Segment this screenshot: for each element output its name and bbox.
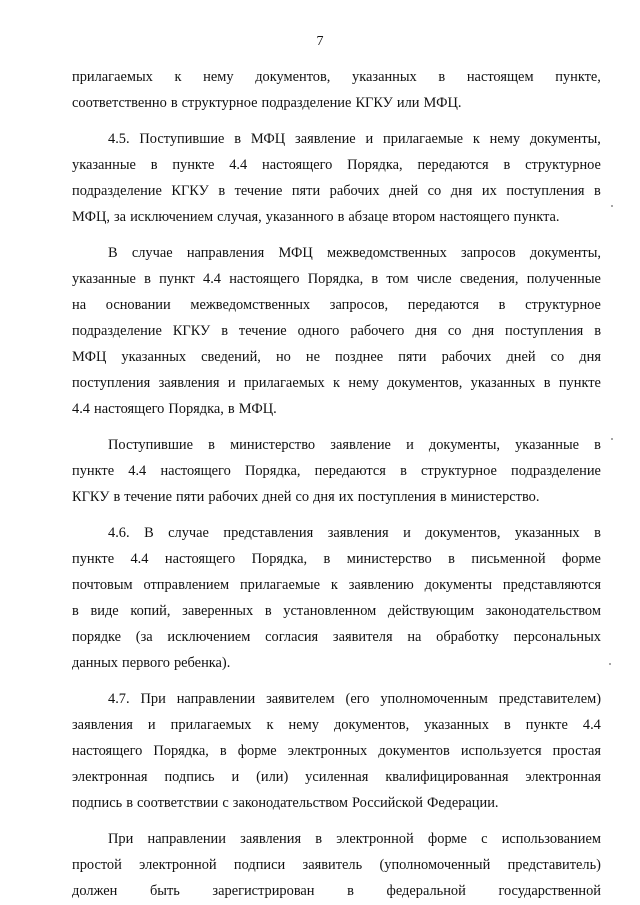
word: указанных [514,525,580,541]
word: заявлению [348,577,414,593]
word: указанных [424,717,489,733]
paragraph [72,64,601,116]
word: настоящего [262,157,333,173]
word: пяти [291,183,321,199]
word: и [227,375,236,391]
word: числе [416,271,452,287]
word: и [406,437,414,453]
word: 4.4 [130,551,149,567]
word: в [594,525,601,541]
word: в [503,157,511,173]
word: документов, [333,717,410,733]
word: в [503,717,511,733]
word: в [264,603,272,619]
word: уполномоченным [380,691,488,707]
word: дней [506,349,536,365]
text-line [72,712,601,738]
word: данных [72,655,118,671]
word: Поступившие [139,131,225,147]
word: сведения, [459,271,519,287]
word: в [543,375,551,391]
word: Порядка, [244,463,301,479]
word: со [295,489,310,505]
word: пункте [558,375,601,391]
word: 4.4 [203,271,221,287]
word: настоящего [439,209,510,225]
word: в [218,183,226,199]
word: используется [460,743,542,759]
word: дня [415,323,437,339]
word: подразделение [511,463,601,479]
paragraph [72,126,601,230]
word: согласия [265,629,319,645]
word: документы, [529,245,601,261]
word: в [347,883,354,899]
word: прилагаемых [72,69,153,85]
word: соответственно [72,95,167,111]
word: пункте [525,717,568,733]
word: подразделение [72,323,162,339]
text-line [72,292,601,318]
word: законодательством [485,603,601,619]
word: поступления [357,489,436,505]
word: усиленная [305,769,369,785]
page-number: 7 [316,34,324,49]
document-body [72,64,601,904]
paragraph [72,520,601,676]
word: прилагаемых [243,375,325,391]
word: запросов [460,245,516,261]
word: дней [262,489,292,505]
word: первого [122,655,170,671]
word: в [594,323,601,339]
text-line [72,458,601,484]
word: случая, [217,209,262,225]
word: простая [552,743,601,759]
word: документы, [428,437,500,453]
word: их [481,183,497,199]
word: сведений, [201,349,261,365]
word: (или) [256,769,289,785]
word: в [219,743,227,759]
word: заявления [327,525,389,541]
word: подразделение [72,183,162,199]
paragraph [72,826,601,904]
word: заявителя [332,629,393,645]
text-line [72,790,601,816]
word: дня [313,489,335,505]
word: в [438,69,446,85]
word: позднее [335,349,384,365]
word: указанные [515,437,579,453]
text-line [72,650,601,676]
word: не [305,349,320,365]
word: МФЦ, [72,209,110,225]
word: пункте, [555,69,601,85]
word: в [113,489,121,505]
word: электронной [139,857,217,873]
word: со [427,183,442,199]
word: запросов, [329,297,389,313]
text-line [72,484,601,510]
word: в [126,795,133,811]
word: течение [124,489,173,505]
word: к [472,131,480,147]
word: МФЦ [250,131,286,147]
word: структурное [181,95,258,111]
word: рабочих [329,183,380,199]
word: указанные [72,271,136,287]
text-line [72,396,601,422]
word: исключением [167,629,251,645]
word: быть [149,883,180,899]
word: в [150,157,158,173]
word: дня [579,349,601,365]
word: структурное [525,157,601,173]
text-line [72,738,601,764]
word: и [231,769,240,785]
word: рабочего [350,323,405,339]
word: течение [234,183,283,199]
word: КГКУ [172,323,211,339]
word: пяти [398,349,427,365]
word: настоящего [72,743,143,759]
word: направлении [176,691,256,707]
text-line [72,204,601,230]
word: указанных [121,349,187,365]
word: втором [392,209,436,225]
word: в [594,183,601,199]
word: исключением [130,209,214,225]
word: документов, [425,525,501,541]
text-line [72,344,601,370]
word: пункта. [513,209,560,225]
word: и [365,131,374,147]
word: за [114,209,127,225]
word: МФЦ. [423,95,462,111]
word: порядке [72,629,122,645]
word: структурное [525,297,601,313]
text-line [72,152,601,178]
word: нему [203,69,234,85]
paragraph [72,686,601,816]
word: форме [561,551,601,567]
word: заявитель [302,857,363,873]
word: передаются [407,297,479,313]
word: настоящего [164,551,236,567]
word: настоящего [160,463,231,479]
word: пункт [159,271,195,287]
word: на [72,297,87,313]
word: случае [168,525,209,541]
word: простой [72,857,122,873]
word: копий, [130,603,171,619]
word: межведомственных [327,245,447,261]
word: представитель) [507,857,601,873]
word: и [147,717,156,733]
word: в [315,831,323,847]
word: представляются [502,577,601,593]
word: указанных [470,375,536,391]
word: дня [472,323,495,339]
word: межведомственных [190,297,311,313]
word: пяти [176,489,205,505]
text-line [72,598,601,624]
word: но [275,349,291,365]
word: Порядка, [153,743,209,759]
text-line [72,370,601,396]
word: указанные [72,157,136,173]
word: в [170,95,178,111]
word: отправлением [143,577,230,593]
word: виде [90,603,119,619]
word: в [144,271,151,287]
word: заявление [330,437,391,453]
word: документы [424,577,493,593]
word: случае [131,245,173,261]
word: 4.4 [72,401,90,417]
word: МФЦ [278,245,313,261]
word: в [498,297,506,313]
word: поступления [505,323,584,339]
word: или [396,95,420,111]
word: полученные [526,271,601,287]
word: структурное [421,463,497,479]
word: в [400,463,407,479]
text-line [72,64,601,90]
word: со [550,349,565,365]
word: подпись [72,795,123,811]
word: представления [223,525,314,541]
word: Федерации. [426,795,499,811]
text-line [72,764,601,790]
word: подразделение [261,95,352,111]
word: прилагаемые [383,131,464,147]
word: в [234,131,242,147]
word: (за [135,629,153,645]
word: форме [427,831,467,847]
word: В [108,245,118,261]
word: направления [186,245,265,261]
word: передаются [314,463,386,479]
word: заявления [240,831,302,847]
word: Порядка, [168,401,224,417]
text-line [72,240,601,266]
word: прилагаемых [170,717,252,733]
word: нему [489,131,521,147]
word: персональных [513,629,601,645]
word: их [338,489,354,505]
word: подписи [233,857,286,873]
word: заявления [72,717,133,733]
word: документов, [255,69,331,85]
word: пункте [172,157,215,173]
word: почтовым [72,577,133,593]
word: в [448,551,455,567]
word: квалифицированная [385,769,509,785]
word: нему [348,375,379,391]
word: одного [297,323,340,339]
word: КГКУ [355,95,393,111]
word: государственной [498,883,601,899]
scan-speck [611,438,613,440]
word: документы, [529,131,601,147]
word: прилагаемые [239,577,320,593]
paragraph [72,240,601,422]
word: зарегистрирован [212,883,315,899]
word: 4.4 [128,463,147,479]
word: направлении [147,831,226,847]
word: электронной [336,831,414,847]
word: дней [389,183,419,199]
word: (уполномоченный [379,857,491,873]
word: Порядка, [347,157,403,173]
word: законодательством [232,795,348,811]
word: 4.6. [108,525,130,541]
word: 4.7. [108,691,130,707]
word: электронная [72,769,148,785]
word: использованием [501,831,601,847]
word: с [481,831,488,847]
text-line [72,266,601,292]
word: Поступившие [108,437,193,453]
word: рабочих [208,489,259,505]
word: ребенка). [173,655,231,671]
word: том [386,271,409,287]
word: в [227,401,235,417]
word: 4.4 [229,157,248,173]
scan-speck [611,205,613,207]
word: документов [378,743,450,759]
word: документов, [387,375,463,391]
word: Порядка, [307,271,364,287]
word: указанного [265,209,334,225]
word: заверенных [182,603,254,619]
text-line [72,432,601,458]
word: дня [450,183,473,199]
word: министерство. [450,489,540,505]
text-line [72,178,601,204]
word: в [594,437,601,453]
word: форме [237,743,277,759]
word: поступления [72,375,151,391]
word: При [140,691,166,707]
word: обработку [436,629,499,645]
word: к [330,577,338,593]
text-line [72,878,601,904]
word: КГКУ [72,489,110,505]
word: в [221,323,228,339]
word: в [337,209,345,225]
word: в [72,603,79,619]
word: КГКУ [171,183,209,199]
word: и [403,525,411,541]
text-line [72,520,601,546]
word: к [174,69,182,85]
word: рабочих [441,349,492,365]
word: МФЦ [72,349,107,365]
word: заявления [158,375,220,391]
word: абзаце [348,209,389,225]
word: в [371,271,379,287]
word: настоящем [466,69,534,85]
text-line [72,546,601,572]
word: течение [238,323,287,339]
word: письменной [471,551,546,567]
word: со [447,323,462,339]
word: на [407,629,422,645]
text-line [72,318,601,344]
word: пункте [72,463,115,479]
paragraph [72,432,601,510]
word: к [266,717,274,733]
word: указанных [352,69,417,85]
word: основании [105,297,171,313]
word: в [208,437,215,453]
word: электронных [287,743,368,759]
word: передаются [417,157,489,173]
text-line [72,624,601,650]
word: с [222,795,229,811]
word: заявление [295,131,356,147]
word: должен [72,883,118,899]
word: настоящего [229,271,300,287]
scan-speck [609,663,611,665]
word: нему [288,717,319,733]
word: соответствии [137,795,219,811]
text-line [72,126,601,152]
word: Порядка, [251,551,308,567]
word: (его [345,691,370,707]
text-line [72,852,601,878]
text-line [72,572,601,598]
text-line [72,826,601,852]
word: заявителем [266,691,335,707]
word: министерство [346,551,432,567]
word: поступления [506,183,585,199]
word: к [333,375,341,391]
text-line [72,686,601,712]
word: пункте [72,551,115,567]
word: При [108,831,134,847]
word: действующим [387,603,475,619]
word: представителем) [498,691,601,707]
word: установленном [283,603,377,619]
word: министерство [230,437,316,453]
word: 4.5. [108,131,130,147]
text-line [72,90,601,116]
word: электронная [525,769,601,785]
word: МФЦ. [238,401,277,417]
word: Российской [352,795,423,811]
word: в [439,489,447,505]
word: 4.4 [582,717,601,733]
word: подпись [164,769,215,785]
word: федеральной [386,883,466,899]
word: настоящего [94,401,165,417]
word: в [323,551,331,567]
word: В [144,525,154,541]
